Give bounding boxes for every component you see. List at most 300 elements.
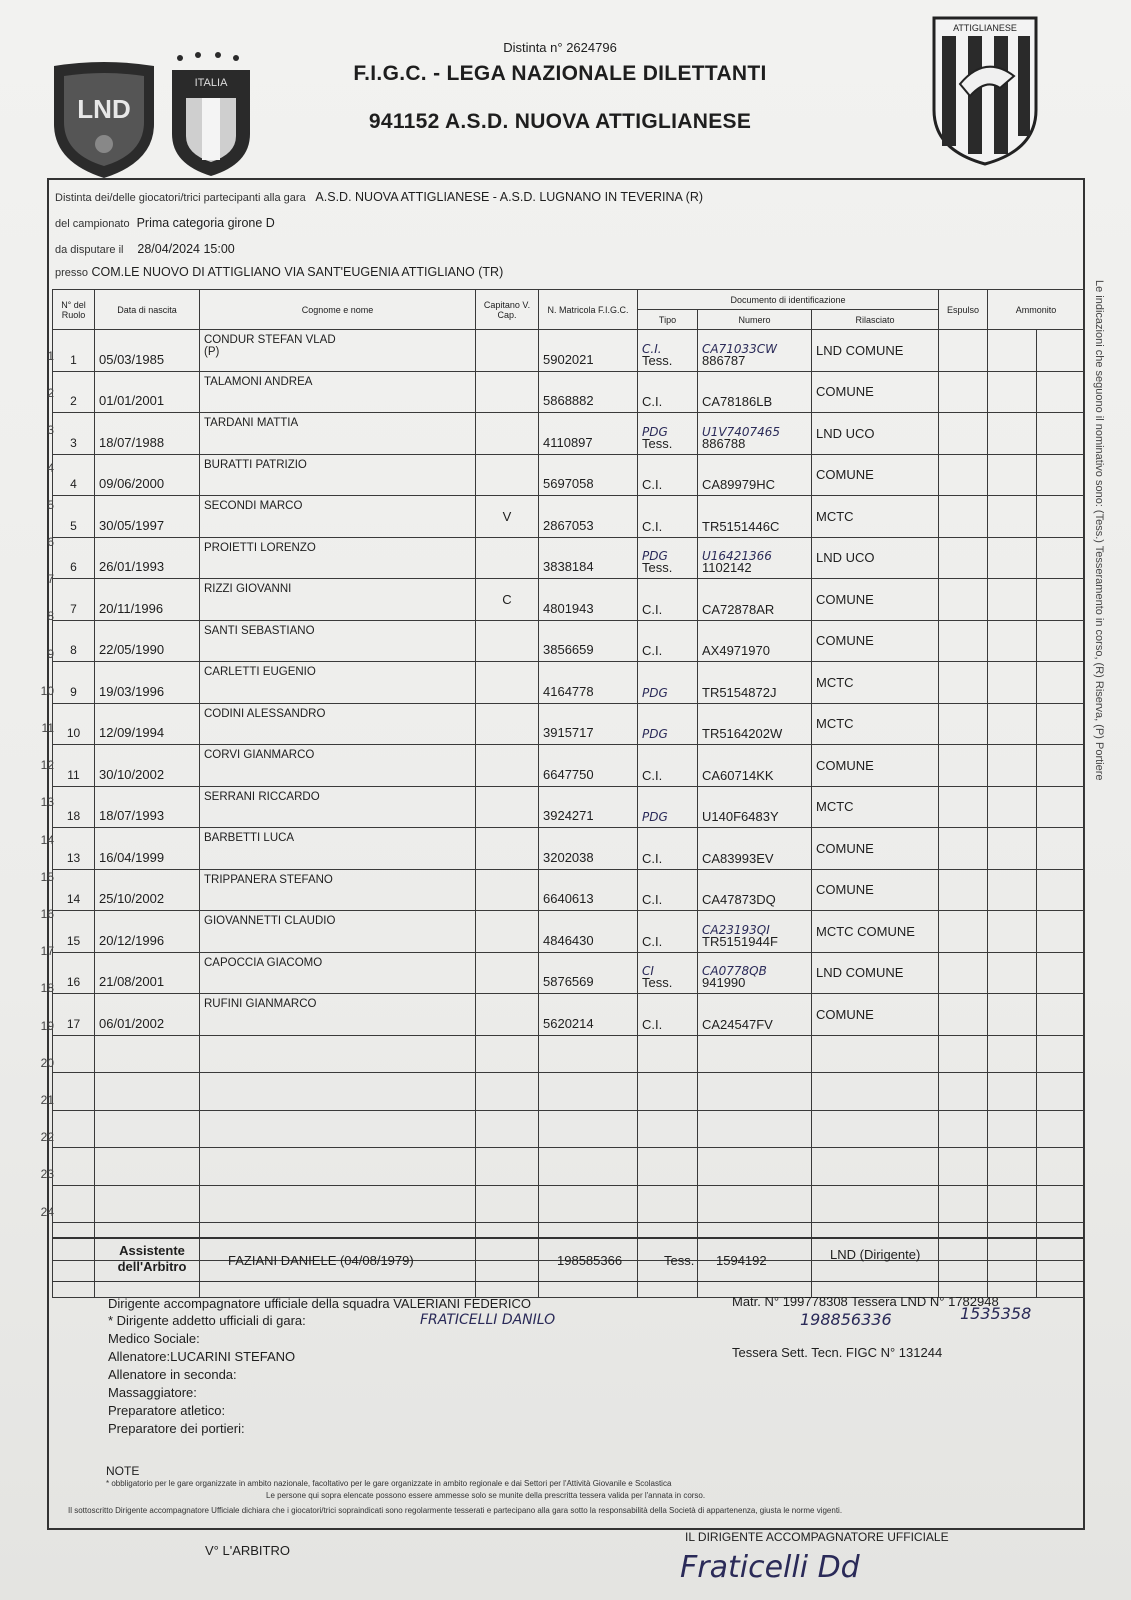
empty-cell (539, 1185, 638, 1223)
nascita-cell: 01/01/2001 (95, 371, 200, 413)
numero-text: CA47873DQ (702, 892, 776, 907)
empty-cell (988, 1185, 1037, 1223)
nascita-cell: 05/03/1985 (95, 330, 200, 372)
ammonito-cell-2 (1037, 413, 1085, 455)
nome-cell (200, 662, 476, 704)
player-name: CONDUR STEFAN VLAD (204, 334, 336, 346)
player-name: RIZZI GIOVANNI (204, 583, 292, 595)
player-name: PROIETTI LORENZO (204, 541, 316, 554)
ammonito-cell (988, 662, 1037, 704)
numero-cell (698, 745, 812, 787)
empty-cell (476, 1185, 539, 1223)
tipo-handwritten: CI (642, 964, 654, 978)
nascita-cell: 26/01/1993 (95, 537, 200, 579)
row-number: 17 (40, 944, 54, 959)
ammonito-cell-2 (1037, 952, 1085, 994)
tipo-text: C.I. (642, 394, 663, 409)
numero-cell (698, 952, 812, 994)
rilasciato-cell: LND COMUNE (812, 330, 939, 372)
capitano-cell (476, 911, 539, 953)
ammonito-cell-2 (1037, 911, 1085, 953)
table-row-empty (53, 1073, 1085, 1111)
row-number: 22 (40, 1130, 54, 1145)
tipo-cell (638, 703, 698, 745)
row-number: 24 (40, 1204, 54, 1219)
italia-logo-text: ITALIA (194, 77, 228, 89)
espulso-cell (939, 537, 988, 579)
note-label: NOTE (106, 1464, 140, 1478)
empty-cell (988, 1148, 1037, 1186)
table-row (53, 537, 1085, 579)
presso-value: COM.LE NUOVO DI ATTIGLIANO VIA SANT'EUGENIA ATTIGLIANO (TR) (91, 265, 504, 279)
numero-cell (698, 454, 812, 496)
matr-line: Matr. N° 199778308 Tessera LND N° 1782948 (732, 1294, 999, 1309)
table-row (53, 703, 1085, 745)
rilasciato-cell: MCTC (812, 786, 939, 828)
numero-cell (698, 911, 812, 953)
numero-cell (698, 371, 812, 413)
numero-text: 941990 (702, 975, 746, 990)
nome-cell (200, 620, 476, 662)
numero-text: TR5164202W (702, 726, 783, 741)
table-row (53, 994, 1085, 1036)
document-title: F.I.G.C. - LEGA NAZIONALE DILETTANTI (353, 62, 767, 85)
info-data (55, 242, 235, 256)
empty-cell (939, 1035, 988, 1073)
player-name: TARDANI MATTIA (204, 417, 299, 429)
ruolo-cell: 15 (53, 911, 95, 953)
assistente-label-2: dell'Arbitro (117, 1259, 187, 1274)
ammonito-cell-2 (1037, 703, 1085, 745)
numero-cell (698, 703, 812, 745)
rilasciato-cell: LND COMUNE (812, 952, 939, 994)
matr-handwritten: 198856336 (800, 1310, 892, 1329)
player-name: SERRANI RICCARDO (204, 790, 320, 803)
matricola-cell: 3924271 (539, 786, 638, 828)
matricola-cell: 4164778 (539, 662, 638, 704)
ammonito-cell-2 (1037, 330, 1085, 372)
espulso-cell (939, 413, 988, 455)
capitano-cell (476, 413, 539, 455)
ammonito-cell (988, 911, 1037, 953)
empty-cell (1037, 1110, 1085, 1148)
empty-cell (698, 1148, 812, 1186)
ammonito-cell (988, 413, 1037, 455)
ruolo-cell: 3 (53, 413, 95, 455)
empty-cell (53, 1035, 95, 1073)
tipo-text: C.I. (642, 1016, 663, 1032)
player-name: TRIPPANERA STEFANO (204, 873, 333, 886)
tipo-cell (638, 330, 698, 372)
numero-cell (698, 828, 812, 870)
rilasciato-cell: COMUNE (812, 745, 939, 787)
numero-text: 886788 (702, 435, 746, 451)
empty-cell (939, 1185, 988, 1223)
espulso-cell (939, 828, 988, 870)
empty-cell (476, 1148, 539, 1186)
row-number: 20 (40, 1055, 54, 1070)
espulso-cell (939, 745, 988, 787)
empty-cell (939, 1110, 988, 1148)
nome-cell (200, 330, 476, 372)
tipo-text: C.I. (642, 850, 663, 866)
row-number: 10 (40, 683, 54, 698)
rilasciato-cell: LND UCO (812, 537, 939, 579)
matricola-cell: 3838184 (539, 537, 638, 579)
ruolo-cell: 13 (53, 828, 95, 870)
signature: Fraticelli Dd (680, 1550, 860, 1585)
row-number: 23 (40, 1167, 54, 1182)
col-espulso: Espulso (939, 290, 988, 330)
ammonito-cell-2 (1037, 454, 1085, 496)
presso-label: presso (55, 267, 89, 279)
numero-text: AX4971970 (702, 643, 770, 658)
empty-cell (53, 1073, 95, 1111)
nome-cell (200, 371, 476, 413)
table-row (53, 786, 1085, 828)
tipo-text: C.I. (642, 643, 663, 658)
espulso-cell (939, 911, 988, 953)
ammonito-cell (988, 745, 1037, 787)
numero-cell (698, 620, 812, 662)
rilasciato-cell: COMUNE (812, 869, 939, 911)
table-row (53, 413, 1085, 455)
rilasciato-cell: COMUNE (812, 620, 939, 662)
assistente-matricola: 198585366 (557, 1253, 623, 1268)
portieri-line: Preparatore dei portieri: (108, 1421, 245, 1436)
ammonito-cell-2 (1037, 537, 1085, 579)
empty-cell (939, 1073, 988, 1111)
col-rilasciato: Rilasciato (812, 310, 939, 330)
assistente-row (52, 1237, 1084, 1282)
ruolo-cell: 14 (53, 869, 95, 911)
nascita-cell: 22/05/1990 (95, 620, 200, 662)
ruolo-cell: 17 (53, 994, 95, 1036)
row-number: 8 (47, 609, 54, 624)
nome-cell (200, 579, 476, 621)
empty-cell (95, 1185, 200, 1223)
footnote-2: Le persone qui sopra elencate possono essere ammesse solo se munite della prescritta tessera valida per l'annata in corso. (266, 1491, 706, 1500)
ruolo-cell: 9 (53, 662, 95, 704)
assistente-label-1: Assistente (119, 1243, 185, 1258)
row-number: 16 (40, 907, 54, 921)
numero-text: 1102142 (702, 560, 752, 575)
numero-text: U140F6483Y (702, 809, 779, 824)
info-gara (55, 190, 703, 204)
ruolo-cell: 18 (53, 786, 95, 828)
matricola-cell: 4110897 (539, 413, 638, 455)
empty-cell (539, 1035, 638, 1073)
tipo-cell (638, 620, 698, 662)
empty-cell (539, 1110, 638, 1148)
empty-cell (812, 1035, 939, 1073)
nascita-cell: 06/01/2002 (95, 994, 200, 1036)
tipo-text: C.I. (642, 933, 663, 949)
data-label: da disputare il (55, 244, 124, 256)
empty-cell (53, 1110, 95, 1148)
capitano-cell (476, 371, 539, 413)
capitano-cell: C (476, 579, 539, 621)
rilasciato-cell: MCTC (812, 662, 939, 704)
table-row (53, 330, 1085, 372)
tipo-cell (638, 579, 698, 621)
numero-handwritten: U1V7407465 (702, 424, 781, 439)
matricola-cell: 2867053 (539, 496, 638, 538)
matricola-cell: 4846430 (539, 911, 638, 953)
data-value: 28/04/2024 15:00 (137, 242, 235, 256)
row-number: 1 (47, 349, 54, 363)
row-number: 4 (47, 460, 54, 475)
ammonito-cell (988, 828, 1037, 870)
espulso-cell (939, 952, 988, 994)
ammonito-cell-2 (1037, 496, 1085, 538)
col-ruolo: N° del Ruolo (53, 290, 95, 330)
ammonito-cell (988, 952, 1037, 994)
empty-cell (476, 1073, 539, 1111)
assistente-numero: 1594192 (716, 1253, 767, 1268)
numero-text: CA24547FV (702, 1016, 773, 1032)
tipo-cell (638, 911, 698, 953)
tipo-handwritten: PDG (642, 727, 668, 741)
club-logo (930, 14, 1040, 166)
table-row (53, 952, 1085, 994)
tipo-text: C.I. (642, 767, 663, 783)
player-name: RUFINI GIANMARCO (204, 998, 317, 1010)
ruolo-cell: 6 (53, 537, 95, 579)
empty-cell (812, 1148, 939, 1186)
campionato-label: del campionato (55, 218, 130, 230)
ammonito-cell-2 (1037, 620, 1085, 662)
tipo-cell (638, 952, 698, 994)
numero-text: 886787 (702, 352, 746, 368)
nome-cell (200, 869, 476, 911)
tecnico-line: Tessera Sett. Tecn. FIGC N° 131244 (732, 1345, 943, 1360)
addetto-handwritten: FRATICELLI DANILO (420, 1312, 556, 1328)
ammonito-cell-2 (1037, 579, 1085, 621)
row-number: 18 (40, 981, 54, 996)
empty-cell (200, 1110, 476, 1148)
empty-cell (539, 1073, 638, 1111)
row-number: 7 (47, 572, 54, 587)
numero-cell (698, 413, 812, 455)
numero-cell (698, 662, 812, 704)
nascita-cell: 30/05/1997 (95, 496, 200, 538)
row-number: 9 (47, 646, 54, 661)
medico-line: Medico Sociale: (108, 1331, 200, 1346)
nascita-cell: 30/10/2002 (95, 745, 200, 787)
tipo-cell (638, 413, 698, 455)
numero-cell (698, 579, 812, 621)
empty-cell (812, 1185, 939, 1223)
rilasciato-cell: COMUNE (812, 994, 939, 1036)
ruolo-cell: 7 (53, 579, 95, 621)
table-row-empty (53, 1185, 1085, 1223)
row-number: 21 (40, 1093, 54, 1107)
capitano-cell (476, 869, 539, 911)
capitano-cell (476, 828, 539, 870)
matricola-cell: 4801943 (539, 579, 638, 621)
matricola-cell: 5868882 (539, 371, 638, 413)
matricola-cell: 6640613 (539, 869, 638, 911)
nome-cell (200, 454, 476, 496)
empty-cell (53, 1148, 95, 1186)
ruolo-cell: 16 (53, 952, 95, 994)
row-number: 2 (47, 386, 54, 401)
row-number: 15 (40, 869, 54, 884)
ammonito-cell-2 (1037, 786, 1085, 828)
espulso-cell (939, 994, 988, 1036)
ammonito-cell (988, 786, 1037, 828)
club-logo-text: ATTIGLIANESE (953, 23, 1017, 33)
declaration: Il sottoscritto Dirigente accompagnatore Ufficiale dichiara che i giocatori/trici sopraindicati sono regolarmente tesserati e partecipano alla gara sotto la responsabilità della Società di appartenenza, giusta le norme vigenti. (68, 1506, 843, 1515)
italia-logo (168, 50, 254, 178)
nome-cell (200, 994, 476, 1036)
player-name: BARBETTI LUCA (204, 832, 295, 844)
assistente-rilasciato: LND (Dirigente) (830, 1247, 921, 1262)
ammonito-cell (988, 330, 1037, 372)
numero-cell (698, 537, 812, 579)
nome-cell (200, 496, 476, 538)
lnd-logo (52, 62, 156, 180)
ruolo-cell: 10 (53, 703, 95, 745)
club-name: 941152 A.S.D. NUOVA ATTIGLIANESE (368, 110, 752, 133)
empty-cell (698, 1035, 812, 1073)
matricola-cell: 6647750 (539, 745, 638, 787)
tipo-cell (638, 994, 698, 1036)
nascita-cell: 19/03/1996 (95, 662, 200, 704)
tipo-cell (638, 786, 698, 828)
rilasciato-cell: COMUNE (812, 454, 939, 496)
tipo-text: Tess. (642, 975, 673, 990)
rilasciato-cell: COMUNE (812, 828, 939, 870)
numero-cell (698, 786, 812, 828)
empty-cell (939, 1148, 988, 1186)
capitano-cell (476, 994, 539, 1036)
players-table (52, 289, 1085, 1298)
nascita-cell: 21/08/2001 (95, 952, 200, 994)
tipo-handwritten: PDG (642, 424, 668, 439)
col-tipo: Tipo (638, 310, 698, 330)
table-row (53, 496, 1085, 538)
empty-cell (988, 1110, 1037, 1148)
tipo-text: C.I. (642, 892, 663, 907)
espulso-cell (939, 496, 988, 538)
distinta-number: Distinta n° 2624796 (503, 40, 617, 55)
empty-cell (1037, 1035, 1085, 1073)
espulso-cell (939, 869, 988, 911)
table-row (53, 371, 1085, 413)
espulso-cell (939, 371, 988, 413)
table-row (53, 911, 1085, 953)
numero-text: TR5154872J (702, 684, 777, 700)
capitano-cell (476, 786, 539, 828)
ammonito-cell (988, 454, 1037, 496)
dirigente-line: Dirigente accompagnatore ufficiale della squadra VALERIANI FEDERICO (108, 1296, 531, 1311)
ammonito-cell (988, 371, 1037, 413)
nascita-cell: 20/11/1996 (95, 579, 200, 621)
tipo-text: C.I. (642, 477, 663, 492)
empty-cell (638, 1185, 698, 1223)
numero-text: CA72878AR (702, 601, 775, 617)
table-row (53, 869, 1085, 911)
ammonito-cell (988, 496, 1037, 538)
tipo-handwritten: PDG (642, 810, 668, 824)
rilasciato-cell: MCTC (812, 496, 939, 538)
nascita-cell: 12/09/1994 (95, 703, 200, 745)
matricola-cell: 5876569 (539, 952, 638, 994)
nome-cell (200, 413, 476, 455)
nome-cell (200, 828, 476, 870)
rilasciato-cell: LND UCO (812, 413, 939, 455)
empty-cell (1037, 1185, 1085, 1223)
capitano-cell (476, 703, 539, 745)
empty-cell (638, 1110, 698, 1148)
nascita-cell: 20/12/1996 (95, 911, 200, 953)
assistente-nome: FAZIANI DANIELE (04/08/1979) (228, 1253, 414, 1268)
col-nome: Cognome e nome (200, 290, 476, 330)
tipo-cell (638, 869, 698, 911)
numero-text: CA78186LB (702, 394, 773, 409)
empty-cell (698, 1185, 812, 1223)
gara-label: Distinta dei/delle giocatori/trici partecipanti alla gara (55, 192, 306, 204)
empty-cell (1037, 1073, 1085, 1111)
player-name: CODINI ALESSANDRO (204, 707, 326, 720)
row-number: 3 (47, 423, 54, 438)
row-number: 12 (40, 758, 54, 773)
numero-handwritten: CA23193QI (702, 922, 770, 937)
player-name: TALAMONI ANDREA (204, 375, 313, 388)
ruolo-cell: 8 (53, 620, 95, 662)
empty-cell (638, 1148, 698, 1186)
rilasciato-cell: MCTC (812, 703, 939, 745)
gara-value: A.S.D. NUOVA ATTIGLIANESE - A.S.D. LUGNANO IN TEVERINA (R) (315, 190, 704, 204)
table-row (53, 662, 1085, 704)
empty-cell (95, 1035, 200, 1073)
capitano-cell: V (476, 496, 539, 538)
ruolo-cell: 1 (53, 330, 95, 372)
tipo-handwritten: PDG (642, 685, 668, 700)
row-number: 19 (40, 1018, 54, 1033)
capitano-cell (476, 620, 539, 662)
side-note: Le indicazioni che seguono il nominativo sono: (Tess.) Tesseramento in corso, (R) Riserva, (P) Portiere (1093, 280, 1105, 781)
player-name: CORVI GIANMARCO (204, 749, 315, 761)
ruolo-cell: 11 (53, 745, 95, 787)
matricola-cell: 5620214 (539, 994, 638, 1036)
table-row (53, 454, 1085, 496)
numero-text: CA60714KK (702, 767, 774, 783)
capitano-cell (476, 662, 539, 704)
nascita-cell: 09/06/2000 (95, 454, 200, 496)
matricola-cell: 3915717 (539, 703, 638, 745)
allenatore2-line: Allenatore in seconda: (108, 1367, 237, 1382)
campionato-value: Prima categoria girone D (136, 216, 275, 230)
matricola-cell: 5697058 (539, 454, 638, 496)
empty-cell (476, 1035, 539, 1073)
numero-cell (698, 496, 812, 538)
ruolo-cell: 5 (53, 496, 95, 538)
ruolo-cell: 4 (53, 454, 95, 496)
tipo-cell (638, 745, 698, 787)
tipo-text: Tess. (642, 352, 673, 368)
table-row (53, 579, 1085, 621)
empty-cell (812, 1110, 939, 1148)
numero-text: CA89979HC (702, 477, 775, 492)
massaggiatore-line: Massaggiatore: (108, 1385, 197, 1400)
tipo-cell (638, 371, 698, 413)
ammonito-cell-2 (1037, 745, 1085, 787)
matricola-cell: 3856659 (539, 620, 638, 662)
rilasciato-cell: COMUNE (812, 371, 939, 413)
